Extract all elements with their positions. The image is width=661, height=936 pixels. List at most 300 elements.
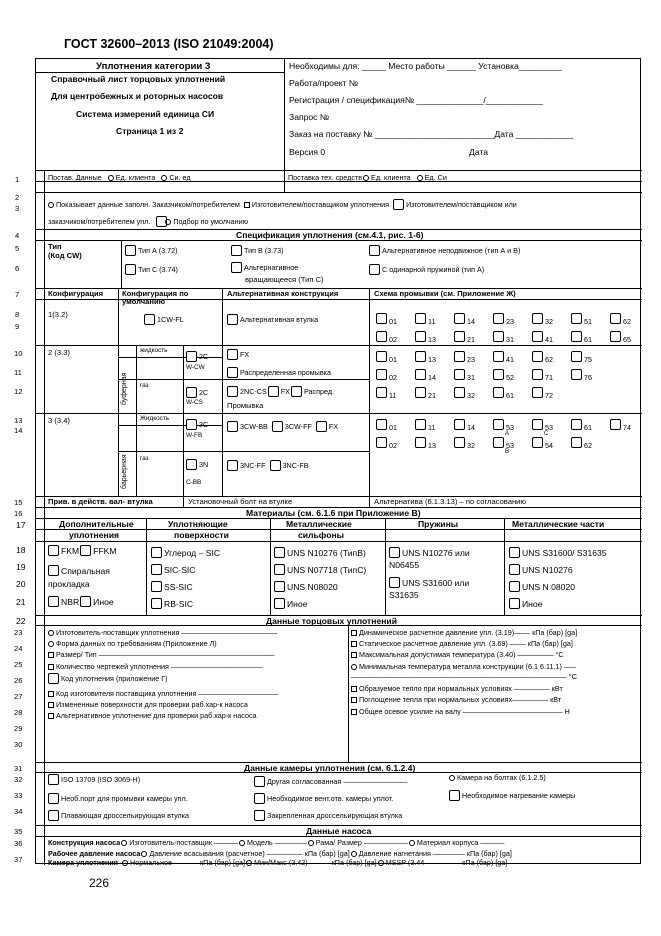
box-icon[interactable] [369, 245, 380, 256]
box-icon[interactable] [274, 547, 285, 558]
radio[interactable] [141, 851, 147, 857]
row-number: 21 [16, 597, 26, 607]
label: Давление нагнетания –––––––– кПа (бар) [ga] [358, 849, 512, 858]
label: Распределенная промывка [240, 368, 331, 377]
box-icon[interactable] [151, 581, 162, 592]
checkbox[interactable] [351, 697, 357, 703]
radio[interactable] [351, 664, 357, 670]
flush-plan-option[interactable] [415, 367, 436, 382]
label: прокладка [48, 579, 90, 589]
flush-plan-label: 13 [428, 441, 436, 450]
flush-plan-sub: B [505, 449, 510, 455]
box-icon[interactable] [186, 419, 197, 430]
flush-plan-option[interactable] [454, 311, 475, 326]
label: Тип С (3.74) [138, 265, 178, 274]
box-icon[interactable] [610, 419, 621, 430]
box-icon[interactable] [80, 545, 91, 556]
label: Необходимое нагревание камеры [462, 791, 576, 800]
label: Показывает данные заполн. Заказчиком/потребителем [56, 200, 240, 209]
row-number: 8 [15, 310, 20, 319]
radio[interactable] [48, 630, 54, 636]
row-number: 3 [15, 204, 20, 213]
label: ––––––––––––––––––––––––––––––––––––––––––––––––––– °C [351, 672, 578, 681]
flush-plan-option[interactable] [571, 417, 592, 432]
box-icon[interactable] [376, 351, 387, 362]
label: 3CW-FF [284, 422, 312, 431]
box-icon[interactable] [493, 331, 504, 342]
box-icon[interactable] [376, 419, 387, 430]
box-icon[interactable] [415, 369, 426, 380]
drive-label: Прив. в действ. вал- втулка [48, 497, 153, 506]
box-icon[interactable] [415, 351, 426, 362]
flush-plan-label: 61 [506, 391, 514, 400]
row-number: 35 [14, 827, 23, 836]
label: Тип А (3.72) [138, 246, 178, 255]
label: Рама/ Размер ––––––––––– [315, 838, 408, 847]
box-icon[interactable] [509, 598, 520, 609]
type-code: (Код CW) [48, 251, 82, 260]
box-icon[interactable] [493, 369, 504, 380]
row-number: 19 [16, 562, 26, 572]
box-icon[interactable] [389, 577, 400, 588]
box-icon[interactable] [151, 564, 162, 575]
box-icon[interactable] [454, 387, 465, 398]
row-number: 6 [15, 264, 20, 273]
checkbox[interactable] [48, 652, 54, 658]
box-icon[interactable] [415, 387, 426, 398]
alt-design-header: Альтернативная конструкция [227, 289, 339, 298]
box-icon[interactable] [125, 264, 136, 275]
label: Ед. клиента [371, 173, 411, 182]
checkbox[interactable] [48, 691, 54, 697]
mat-header-b2: поверхности [174, 530, 229, 540]
label: Давление всасывания (расчетное) ––––––––– кПа (бар) [ga] [149, 849, 350, 858]
data-sheet-table [14, 58, 641, 867]
box-icon[interactable] [48, 793, 59, 804]
radio[interactable] [351, 851, 357, 857]
row-number: 32 [14, 775, 23, 784]
box-icon[interactable] [493, 313, 504, 324]
flush-plan-option[interactable] [571, 311, 592, 326]
row-number: 22 [16, 616, 26, 626]
label: Иное [522, 598, 543, 609]
box-icon[interactable] [80, 596, 91, 607]
box-icon[interactable] [227, 314, 238, 325]
radio[interactable] [449, 775, 455, 781]
label: UNS N10276 [522, 564, 573, 575]
box-icon[interactable] [227, 349, 238, 360]
flush-plan-option[interactable] [532, 417, 553, 432]
box-icon[interactable] [291, 386, 302, 397]
checkbox-manufacturer[interactable] [244, 202, 250, 208]
box-icon[interactable] [532, 351, 543, 362]
section-seal-spec: Спецификация уплотнения (см.4.1, рис. 1-6) [236, 230, 424, 240]
flush-plan-option[interactable] [376, 311, 397, 326]
row-number: 26 [14, 676, 23, 685]
label: UNS N07718 (ТипС) [287, 564, 367, 575]
box-icon[interactable] [48, 596, 59, 607]
config-1: 1(3.2) [48, 310, 68, 319]
box-icon[interactable] [186, 387, 197, 398]
label: 1CW-FL [157, 315, 184, 324]
box-icon[interactable] [532, 437, 543, 448]
box-icon[interactable] [454, 369, 465, 380]
flush-plan-option[interactable] [454, 385, 475, 400]
checkbox[interactable] [351, 630, 357, 636]
flush-plan-option[interactable] [571, 435, 592, 450]
row-number: 33 [14, 791, 23, 800]
box-icon[interactable] [274, 581, 285, 592]
label: Изготовителем/поставщиком уплотнения [251, 200, 390, 209]
box-icon[interactable] [571, 313, 582, 324]
flush-plan-option[interactable] [415, 435, 436, 450]
title-line-2: Справочный лист торцовых уплотнений [51, 74, 226, 84]
flush-plan-option[interactable] [454, 435, 475, 450]
label: Минимальная температура металла конструкции (6.1 6.11.1) ––– [359, 662, 576, 671]
box-icon[interactable] [376, 331, 387, 342]
box-icon[interactable] [316, 421, 327, 432]
row-number: 23 [14, 628, 23, 637]
label: Альтернативное неподвижное (тип А и В) [382, 246, 521, 255]
flush-plan-option[interactable] [571, 349, 592, 364]
label: Плавающая дроссельирующая втулка [61, 811, 190, 820]
label: FX [240, 350, 250, 359]
checkbox[interactable] [351, 709, 357, 715]
flush-plan-option[interactable] [376, 367, 397, 382]
row-number: 16 [14, 509, 23, 518]
mat-header-b: Уплотняющие [168, 519, 228, 529]
box-icon[interactable] [449, 790, 460, 801]
radio[interactable] [308, 840, 314, 846]
label: Материал корпуса –––––– [416, 838, 505, 847]
flush-plan-option[interactable] [571, 367, 592, 382]
box-icon[interactable] [610, 313, 621, 324]
section-pump: Данные насоса [306, 826, 372, 836]
box-icon[interactable] [454, 313, 465, 324]
box-icon[interactable] [48, 545, 59, 556]
flush-plan-option[interactable] [376, 435, 397, 450]
box-icon[interactable] [376, 387, 387, 398]
box-icon[interactable] [415, 437, 426, 448]
label: Промывка [227, 401, 264, 410]
label: Статическое расчетное давление упл. (3.69) –––– кПа (бар) [ga] [359, 639, 573, 648]
box-icon[interactable] [415, 419, 426, 430]
row-number: 12 [14, 387, 23, 396]
flush-plan-option[interactable] [532, 367, 553, 382]
label: С одинарной пружиной (тип А) [382, 265, 485, 274]
box-icon[interactable] [227, 460, 238, 471]
flush-plan-label: 61 [584, 423, 592, 432]
flush-plan-option[interactable] [415, 329, 436, 344]
flush-plan-label: 01 [389, 423, 397, 432]
box-icon[interactable] [415, 313, 426, 324]
row-number: 37 [14, 855, 23, 864]
label: Изготовителем/поставщиком или [406, 200, 517, 209]
checkbox[interactable] [351, 686, 357, 692]
box-icon[interactable] [186, 351, 197, 362]
label: UNS N10276 (ТипВ) [287, 547, 366, 558]
box-icon[interactable] [532, 369, 543, 380]
label: W-CW [186, 364, 205, 371]
radio[interactable] [239, 840, 245, 846]
box-icon[interactable] [254, 793, 265, 804]
flush-plan-option[interactable] [610, 311, 631, 326]
row-number: 28 [14, 708, 23, 717]
flush-plan-label: 72 [545, 391, 553, 400]
label: Мин/Макс (3.42) ––––– кПа (бар) [ga] [254, 858, 377, 867]
label: SS-SIC [164, 581, 193, 592]
label: Ед. Си [424, 173, 447, 182]
box-icon[interactable] [227, 386, 238, 397]
title-line-1: Уплотнения категории 3 [96, 61, 211, 72]
label: 2C [199, 388, 209, 397]
flush-plan-label: 23 [506, 317, 514, 326]
row-number: 9 [15, 322, 20, 331]
radio[interactable] [409, 840, 415, 846]
flush-plan-option[interactable] [493, 329, 514, 344]
box-icon[interactable] [571, 437, 582, 448]
flush-plan-label: 13 [428, 335, 436, 344]
box-icon[interactable] [254, 776, 265, 787]
box-icon[interactable] [610, 331, 621, 342]
label: Камера на болтах (6.1.2.5) [457, 773, 546, 782]
radio[interactable] [246, 860, 252, 866]
flush-plan-option[interactable] [571, 329, 592, 344]
box-icon[interactable] [509, 581, 520, 592]
box-icon[interactable] [509, 547, 520, 558]
title-line-3: Для центробежных и роторных насосов [51, 91, 224, 101]
flush-plan-option[interactable] [376, 349, 397, 364]
label: Код изготовителя поставщика уплотнения –––––––––––––––––––– [56, 689, 279, 698]
row-number: 11 [14, 368, 22, 377]
flush-plan-option[interactable] [454, 349, 475, 364]
label: RB-SIC [164, 598, 194, 609]
flush-plan-option[interactable] [415, 385, 436, 400]
label: 2C [199, 352, 209, 361]
flush-plan-label: 01 [389, 317, 397, 326]
box-icon[interactable] [415, 331, 426, 342]
title-right-2: Работа/проект № [289, 78, 359, 88]
box-icon[interactable] [571, 351, 582, 362]
row-number: 10 [14, 349, 23, 358]
box-icon[interactable] [376, 313, 387, 324]
box-icon[interactable] [532, 313, 543, 324]
row-number: 1 [15, 175, 20, 184]
config-header: Конфигурация [48, 289, 104, 298]
label: Измененные поверхности для проверки раб.хар-к насоса [56, 700, 248, 709]
flush-plan-option[interactable] [376, 329, 397, 344]
box-icon[interactable] [454, 351, 465, 362]
title-right-6b: Дата [469, 147, 489, 157]
label: Общее осевое усилие на валу ––––––––––––––––––––––––– Н [359, 707, 570, 716]
box-icon[interactable] [231, 245, 242, 256]
row-number: 20 [16, 579, 26, 589]
checkbox[interactable] [351, 641, 357, 647]
label: Си. ед [169, 173, 191, 182]
flush-plan-option[interactable] [376, 385, 396, 400]
box-icon[interactable] [144, 314, 155, 325]
box-icon[interactable] [376, 369, 387, 380]
checkbox[interactable] [351, 652, 357, 658]
box-icon[interactable] [186, 459, 197, 470]
box-icon[interactable] [274, 598, 285, 609]
label: Рабочее давление насоса [48, 849, 141, 858]
label: заказчиком/потребителем упл. [48, 217, 151, 226]
flush-plan-option[interactable] [454, 417, 475, 432]
radio-customer-units[interactable] [108, 175, 114, 181]
box-icon[interactable] [270, 460, 281, 471]
row-number: 18 [16, 545, 26, 555]
flush-plan-label: 61 [584, 335, 592, 344]
box-icon[interactable] [151, 547, 162, 558]
box-icon[interactable] [254, 810, 265, 821]
flush-plan-sub: A [505, 431, 510, 437]
flush-plan-label: 23 [467, 355, 475, 364]
flush-plan-label: 62 [584, 441, 592, 450]
alternative-label: Альтернатива (6.1.3.13) – по согласованию [374, 497, 527, 506]
label: Закрепленная дроссельирующая втулка [267, 811, 403, 820]
row-number: 31 [14, 764, 23, 773]
title-right-3: Регистрация / спецификация№ ______________/____________ [289, 95, 544, 105]
label: Другая согласованная –––––––––––––––– [267, 777, 408, 786]
label: 3C [199, 420, 209, 429]
flush-plan-option[interactable] [493, 435, 514, 450]
box-icon[interactable] [532, 419, 543, 430]
flush-plan-label: 41 [545, 335, 553, 344]
box-icon[interactable] [454, 437, 465, 448]
flush-plan-option[interactable] [415, 311, 435, 326]
flush-plan-option[interactable] [532, 311, 553, 326]
flush-plan-label: 14 [428, 373, 436, 382]
label: FX [280, 387, 290, 396]
box-icon[interactable] [571, 369, 582, 380]
radio-customer-units-2[interactable] [363, 175, 369, 181]
flush-plan-label: 32 [467, 441, 475, 450]
box-icon[interactable] [274, 564, 285, 575]
default-config-header: Конфигурация по [122, 289, 189, 298]
flush-plan-label: 14 [467, 317, 475, 326]
section-materials: Материалы (см. 6.1.6 при Приложение В) [246, 508, 421, 518]
flush-plan-option[interactable] [532, 349, 553, 364]
label: NBR [61, 596, 80, 607]
box-icon[interactable] [493, 351, 504, 362]
box-icon[interactable] [493, 437, 504, 448]
flush-plan-option[interactable] [415, 349, 436, 364]
flush-plan-header: Схема промывки (см. Приложение Ж) [374, 289, 516, 298]
box-icon[interactable] [532, 387, 543, 398]
row-number: 4 [15, 231, 20, 240]
flush-plan-option[interactable] [493, 311, 514, 326]
flush-plan-option[interactable] [454, 329, 475, 344]
box-icon[interactable] [369, 264, 380, 275]
row1-label: Постав. Данные [48, 173, 102, 182]
radio-si-units[interactable] [161, 175, 167, 181]
flush-plan-label: 02 [389, 441, 397, 450]
flush-plan-option[interactable] [415, 417, 435, 432]
flush-plan-label: 32 [545, 317, 553, 326]
row-number: 34 [14, 807, 23, 816]
box-icon[interactable] [48, 810, 59, 821]
flush-plan-label: 62 [623, 317, 631, 326]
label: ISO 13709 (ISO 3069-H) [61, 775, 141, 784]
box-icon[interactable] [48, 774, 59, 785]
radio-default[interactable] [165, 219, 171, 225]
flush-plan-label: 01 [389, 355, 397, 364]
radio[interactable] [121, 840, 127, 846]
flush-plan-option[interactable] [376, 417, 397, 432]
box-icon[interactable] [454, 419, 465, 430]
row-number: 24 [14, 644, 23, 653]
box-icon[interactable] [493, 419, 504, 430]
box-icon[interactable] [48, 673, 59, 684]
label: UNS N08020 [287, 581, 338, 592]
checkbox[interactable] [48, 664, 54, 670]
flush-plan-option[interactable] [532, 329, 553, 344]
box-icon[interactable] [125, 245, 136, 256]
checkbox[interactable] [48, 702, 54, 708]
box-icon[interactable] [48, 565, 59, 576]
box-icon[interactable] [532, 331, 543, 342]
box-icon[interactable] [393, 199, 404, 210]
box-icon[interactable] [376, 437, 387, 448]
label: Углерод – SIC [164, 547, 221, 558]
label: 3CW-BB [240, 422, 268, 431]
box-icon[interactable] [389, 547, 400, 558]
box-icon[interactable] [571, 419, 582, 430]
flush-plan-option[interactable] [454, 367, 475, 382]
flush-plan-option[interactable] [493, 385, 514, 400]
row-number: 27 [14, 692, 23, 701]
box-icon[interactable] [151, 598, 162, 609]
row-number: 30 [14, 740, 23, 749]
box-icon[interactable] [231, 262, 242, 273]
mat-header-e: Металлические части [512, 519, 605, 529]
box-icon[interactable] [454, 331, 465, 342]
box-icon[interactable] [272, 421, 283, 432]
checkbox[interactable] [48, 713, 54, 719]
radio[interactable] [122, 860, 128, 866]
radio-si-units-2[interactable] [417, 175, 423, 181]
liquid-label: Жидкость [140, 415, 170, 422]
label: SIC-SIC [164, 564, 196, 575]
label: N06455 [389, 560, 420, 570]
flush-plan-option[interactable] [493, 349, 514, 364]
setscrew-label: Установочный болт на втулке [188, 497, 293, 506]
box-icon[interactable] [227, 421, 238, 432]
flush-plan-option[interactable] [532, 385, 553, 400]
flush-plan-option[interactable] [493, 367, 514, 382]
box-icon[interactable] [571, 331, 582, 342]
row-number: 14 [14, 426, 23, 435]
box-icon[interactable] [509, 564, 520, 575]
box-icon[interactable] [268, 386, 279, 397]
row-number: 15 [14, 498, 23, 507]
box-icon[interactable] [227, 367, 238, 378]
flush-plan-label: 11 [428, 423, 436, 432]
label: Изготовитель-поставщик –––––– [129, 838, 238, 847]
mat-header-a: Дополнительные [59, 519, 134, 529]
flush-plan-option[interactable] [493, 417, 514, 432]
flush-plan-option[interactable] [532, 435, 553, 450]
box-icon[interactable] [493, 387, 504, 398]
flush-plan-option[interactable] [610, 417, 631, 432]
flush-plan-option[interactable] [610, 329, 631, 344]
flush-plan-label: 11 [389, 391, 397, 400]
flush-plan-label: 53 [506, 423, 514, 432]
row-number: 17 [16, 520, 26, 530]
radio[interactable] [48, 641, 54, 647]
radio[interactable] [378, 860, 384, 866]
